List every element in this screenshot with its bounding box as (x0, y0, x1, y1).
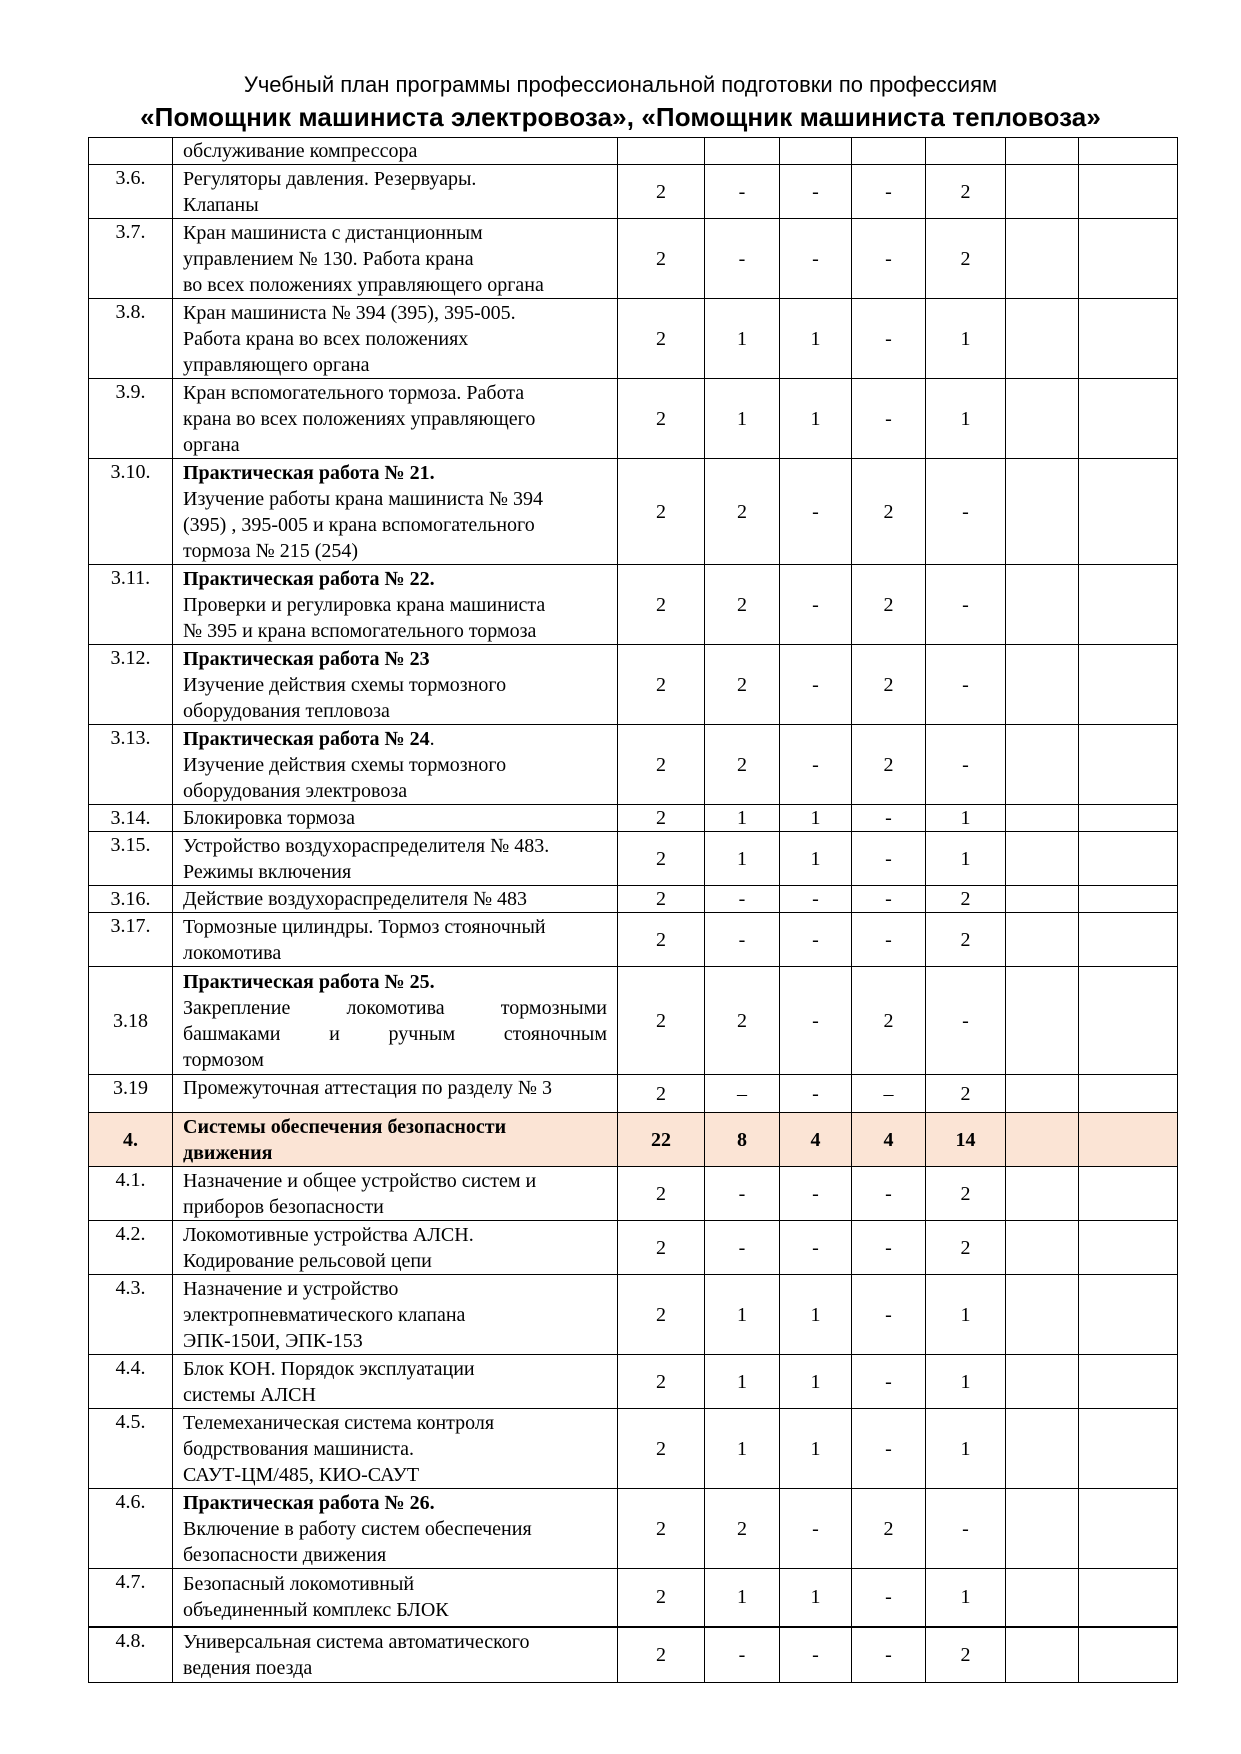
row-number: 3.13. (89, 725, 173, 805)
hours-col-3: - (780, 565, 852, 645)
table-row (89, 1075, 1178, 1113)
topic-title: Телемеханическая система контроля бодрствования машиниста. САУТ-ЦМ/485, КИО-САУТ (173, 1409, 618, 1489)
hours-col-3: 1 (780, 1275, 852, 1355)
hours-col-5: 1 (926, 1409, 1006, 1489)
hours-total: 2 (618, 1355, 705, 1409)
hours-col-4: - (852, 299, 926, 379)
hours-col-2: 1 (705, 805, 780, 832)
hours-col-7 (1079, 913, 1178, 967)
table-row (89, 967, 1178, 1075)
section-title: Системы обеспечения безопасности движения (173, 1113, 618, 1167)
hours-total: 2 (618, 565, 705, 645)
hours-col-2: 2 (705, 645, 780, 725)
topic-title: Кран машиниста с дистанционным управлением № 130. Работа крана во всех положениях управляющего органа (173, 219, 618, 299)
row-number: 3.6. (89, 165, 173, 219)
topic-title: Регуляторы давления. Резервуары. Клапаны (173, 165, 618, 219)
hours-col-3: - (780, 886, 852, 913)
hours-col-5: 1 (926, 379, 1006, 459)
hours-col-6 (1006, 1275, 1079, 1355)
topic-title: Кран машиниста № 394 (395), 395-005. Работа крана во всех положениях управляющего органа (173, 299, 618, 379)
practical-work-heading: Практическая работа № 23 (183, 647, 430, 670)
hours-col-7 (1079, 805, 1178, 832)
hours-total: 22 (618, 1113, 705, 1167)
table-row (89, 832, 1178, 886)
table-row (89, 1489, 1178, 1569)
hours-col-7 (1079, 1075, 1178, 1113)
hours-col-6 (1006, 1409, 1079, 1489)
hours-total: 2 (618, 1489, 705, 1569)
table-row (89, 459, 1178, 565)
hours-col-3: 4 (780, 1113, 852, 1167)
hours-col-3: 1 (780, 379, 852, 459)
practical-work-heading: Практическая работа № 25. (183, 970, 435, 993)
hours-total: 2 (618, 886, 705, 913)
hours-col-4: 2 (852, 565, 926, 645)
hours-col-5: 2 (926, 165, 1006, 219)
hours-col-5: 2 (926, 219, 1006, 299)
hours-total: 2 (618, 805, 705, 832)
hours-total: 2 (618, 725, 705, 805)
hours-col-5: 14 (926, 1113, 1006, 1167)
hours-col-4: - (852, 1409, 926, 1489)
hours-col-4: – (852, 1075, 926, 1113)
hours-col-7 (1079, 379, 1178, 459)
hours-col-6 (1006, 299, 1079, 379)
curriculum-table (88, 137, 1178, 1683)
hours-col-3: - (780, 1075, 852, 1113)
hours-col-2: 1 (705, 299, 780, 379)
hours-col-2: - (705, 1167, 780, 1221)
row-number (89, 138, 173, 165)
table-row (89, 805, 1178, 832)
hours-col-7 (1079, 459, 1178, 565)
topic-title: Практическая работа № 25. Закрепление локомотива тормозными башмаками и ручным стояночным тормозом (173, 967, 618, 1075)
hours-total: 2 (618, 1275, 705, 1355)
hours-col-4 (852, 138, 926, 165)
hours-total: 2 (618, 832, 705, 886)
hours-col-4: - (852, 1275, 926, 1355)
hours-col-2: - (705, 913, 780, 967)
row-number: 4.6. (89, 1489, 173, 1569)
hours-col-6 (1006, 565, 1079, 645)
row-number: 3.10. (89, 459, 173, 565)
topic-title: Локомотивные устройства АЛСН. Кодирование рельсовой цепи (173, 1221, 618, 1275)
hours-col-2: 8 (705, 1113, 780, 1167)
hours-col-7 (1079, 1275, 1178, 1355)
row-number: 3.9. (89, 379, 173, 459)
hours-col-2: 1 (705, 1569, 780, 1627)
topic-title: Практическая работа № 22. Проверки и регулировка крана машиниста № 395 и крана вспомогательного тормоза (173, 565, 618, 645)
practical-work-heading: Практическая работа № 26. (183, 1491, 435, 1514)
hours-col-2: – (705, 1075, 780, 1113)
row-number: 4.3. (89, 1275, 173, 1355)
table-row (89, 138, 1178, 165)
hours-col-4: - (852, 913, 926, 967)
hours-col-2: 2 (705, 1489, 780, 1569)
hours-col-6 (1006, 1569, 1079, 1627)
row-number: 4.5. (89, 1409, 173, 1489)
hours-col-2: - (705, 1627, 780, 1683)
hours-col-3: - (780, 1627, 852, 1683)
hours-col-7 (1079, 832, 1178, 886)
hours-col-5: - (926, 565, 1006, 645)
topic-title: Тормозные цилиндры. Тормоз стояночный локомотива (173, 913, 618, 967)
row-number: 3.12. (89, 645, 173, 725)
table-row (89, 165, 1178, 219)
hours-total: 2 (618, 1569, 705, 1627)
hours-col-2: 1 (705, 379, 780, 459)
hours-total: 2 (618, 1167, 705, 1221)
hours-col-4: - (852, 379, 926, 459)
topic-title: Практическая работа № 24. Изучение действия схемы тормозного оборудования электровоза (173, 725, 618, 805)
hours-col-6 (1006, 219, 1079, 299)
hours-col-3: - (780, 1167, 852, 1221)
hours-col-5: - (926, 725, 1006, 805)
row-number: 3.14. (89, 805, 173, 832)
hours-col-2 (705, 138, 780, 165)
table-row (89, 299, 1178, 379)
hours-col-2: 2 (705, 725, 780, 805)
hours-col-6 (1006, 379, 1079, 459)
hours-col-7 (1079, 1627, 1178, 1683)
hours-col-4: - (852, 1355, 926, 1409)
topic-title: Промежуточная аттестация по разделу № 3 (173, 1075, 618, 1113)
hours-col-7 (1079, 565, 1178, 645)
hours-col-7 (1079, 165, 1178, 219)
hours-col-5: - (926, 1489, 1006, 1569)
hours-col-7 (1079, 138, 1178, 165)
hours-col-2: 1 (705, 1409, 780, 1489)
hours-col-4: - (852, 165, 926, 219)
hours-col-4: - (852, 1569, 926, 1627)
hours-col-6 (1006, 138, 1079, 165)
topic-title: Действие воздухораспределителя № 483 (173, 886, 618, 913)
hours-col-5: 2 (926, 1627, 1006, 1683)
hours-col-4: 2 (852, 725, 926, 805)
hours-col-7 (1079, 1113, 1178, 1167)
row-number: 3.15. (89, 832, 173, 886)
hours-col-4: 2 (852, 645, 926, 725)
row-number: 3.16. (89, 886, 173, 913)
hours-col-7 (1079, 645, 1178, 725)
row-number: 3.7. (89, 219, 173, 299)
hours-col-4: - (852, 805, 926, 832)
hours-col-2: - (705, 219, 780, 299)
hours-col-7 (1079, 219, 1178, 299)
hours-col-4: - (852, 886, 926, 913)
topic-title: Практическая работа № 23 Изучение действия схемы тормозного оборудования тепловоза (173, 645, 618, 725)
practical-work-heading: Практическая работа № 24 (183, 727, 430, 750)
hours-col-6 (1006, 886, 1079, 913)
hours-col-3: - (780, 1489, 852, 1569)
hours-col-4: - (852, 219, 926, 299)
hours-col-3: - (780, 645, 852, 725)
hours-col-5: 2 (926, 1221, 1006, 1275)
hours-col-3: 1 (780, 832, 852, 886)
hours-col-5: - (926, 645, 1006, 725)
topic-title: Устройство воздухораспределителя № 483. Режимы включения (173, 832, 618, 886)
hours-col-5: 2 (926, 1167, 1006, 1221)
hours-col-6 (1006, 165, 1079, 219)
table-row (89, 1627, 1178, 1683)
hours-total: 2 (618, 1075, 705, 1113)
hours-col-6 (1006, 725, 1079, 805)
hours-col-6 (1006, 1167, 1079, 1221)
hours-col-2: 2 (705, 565, 780, 645)
hours-col-5: 1 (926, 805, 1006, 832)
hours-col-7 (1079, 886, 1178, 913)
hours-col-3: 1 (780, 1355, 852, 1409)
row-number: 3.17. (89, 913, 173, 967)
hours-col-6 (1006, 1489, 1079, 1569)
hours-total: 2 (618, 913, 705, 967)
row-number: 3.11. (89, 565, 173, 645)
hours-col-7 (1079, 1409, 1178, 1489)
table-row (89, 1355, 1178, 1409)
hours-col-6 (1006, 1113, 1079, 1167)
hours-col-3: - (780, 725, 852, 805)
hours-col-4: 2 (852, 1489, 926, 1569)
row-number: 4.4. (89, 1355, 173, 1409)
table-row (89, 886, 1178, 913)
topic-title: обслуживание компрессора (173, 138, 618, 165)
table-row (89, 725, 1178, 805)
hours-col-3: 1 (780, 1569, 852, 1627)
table-row (89, 1275, 1178, 1355)
practical-work-heading: Практическая работа № 21. (183, 461, 435, 484)
section-number: 4. (89, 1113, 173, 1167)
hours-col-3: - (780, 219, 852, 299)
row-number: 3.18 (89, 967, 173, 1075)
hours-col-2: - (705, 1221, 780, 1275)
hours-col-2: 2 (705, 459, 780, 565)
topic-title: Назначение и общее устройство систем и приборов безопасности (173, 1167, 618, 1221)
hours-col-4: 2 (852, 967, 926, 1075)
hours-total: 2 (618, 165, 705, 219)
document-subtitle: Учебный план программы профессиональной подготовки по профессиям (243, 72, 998, 97)
hours-col-4: 2 (852, 459, 926, 565)
hours-col-5: 2 (926, 886, 1006, 913)
hours-col-6 (1006, 1075, 1079, 1113)
hours-col-2: - (705, 165, 780, 219)
practical-work-heading: Практическая работа № 22. (183, 567, 435, 590)
table-row (89, 645, 1178, 725)
topic-title: Назначение и устройство электропневматического клапана ЭПК-150И, ЭПК-153 (173, 1275, 618, 1355)
hours-col-3: - (780, 967, 852, 1075)
hours-total: 2 (618, 299, 705, 379)
hours-col-4: - (852, 1221, 926, 1275)
hours-col-5: - (926, 967, 1006, 1075)
hours-col-4: - (852, 1627, 926, 1683)
topic-title: Блок КОН. Порядок эксплуатации системы АЛСН (173, 1355, 618, 1409)
topic-title: Кран вспомогательного тормоза. Работа крана во всех положениях управляющего органа (173, 379, 618, 459)
hours-col-3: - (780, 165, 852, 219)
topic-title: Блокировка тормоза (173, 805, 618, 832)
hours-col-3: - (780, 1221, 852, 1275)
hours-col-5: 1 (926, 1275, 1006, 1355)
table-row (89, 913, 1178, 967)
hours-col-7 (1079, 725, 1178, 805)
hours-col-6 (1006, 645, 1079, 725)
row-number: 3.8. (89, 299, 173, 379)
hours-col-5: 2 (926, 913, 1006, 967)
hours-col-4: 4 (852, 1113, 926, 1167)
topic-title: Безопасный локомотивный объединенный комплекс БЛОК (173, 1569, 618, 1627)
hours-col-3: 1 (780, 299, 852, 379)
table-row (89, 219, 1178, 299)
hours-col-6 (1006, 459, 1079, 565)
row-number: 4.2. (89, 1221, 173, 1275)
row-number: 3.19 (89, 1075, 173, 1113)
hours-col-5: 1 (926, 832, 1006, 886)
hours-col-4: - (852, 832, 926, 886)
hours-col-3 (780, 138, 852, 165)
hours-col-7 (1079, 1355, 1178, 1409)
hours-total: 2 (618, 1627, 705, 1683)
topic-title: Практическая работа № 26. Включение в работу систем обеспечения безопасности движения (173, 1489, 618, 1569)
hours-total (618, 138, 705, 165)
hours-total: 2 (618, 1409, 705, 1489)
table-row (89, 1569, 1178, 1627)
topic-title: Универсальная система автоматического ведения поезда (173, 1627, 618, 1683)
hours-col-5 (926, 138, 1006, 165)
hours-col-7 (1079, 1569, 1178, 1627)
hours-col-7 (1079, 299, 1178, 379)
hours-col-4: - (852, 1167, 926, 1221)
hours-total: 2 (618, 459, 705, 565)
table-row (89, 1221, 1178, 1275)
hours-col-5: 1 (926, 1355, 1006, 1409)
hours-col-3: - (780, 913, 852, 967)
hours-col-2: 1 (705, 1275, 780, 1355)
table-row (89, 379, 1178, 459)
row-number: 4.8. (89, 1627, 173, 1683)
hours-col-6 (1006, 1355, 1079, 1409)
hours-col-7 (1079, 1489, 1178, 1569)
topic-title: Практическая работа № 21. Изучение работы крана машиниста № 394 (395) , 395-005 и крана вспомогательного тормоза № 215 (254) (173, 459, 618, 565)
hours-col-6 (1006, 967, 1079, 1075)
hours-col-3: 1 (780, 805, 852, 832)
hours-col-5: 1 (926, 1569, 1006, 1627)
hours-col-5: 2 (926, 1075, 1006, 1113)
hours-total: 2 (618, 645, 705, 725)
hours-col-3: 1 (780, 1409, 852, 1489)
hours-col-6 (1006, 1221, 1079, 1275)
row-number: 4.1. (89, 1167, 173, 1221)
table-row (89, 565, 1178, 645)
hours-col-6 (1006, 1627, 1079, 1683)
hours-col-2: 1 (705, 832, 780, 886)
hours-col-7 (1079, 1221, 1178, 1275)
table-row (89, 1409, 1178, 1489)
hours-total: 2 (618, 1221, 705, 1275)
hours-total: 2 (618, 219, 705, 299)
hours-col-3: - (780, 459, 852, 565)
hours-col-2: 1 (705, 1355, 780, 1409)
hours-col-7 (1079, 1167, 1178, 1221)
document-title: «Помощник машиниста электровоза», «Помощник машиниста тепловоза» (140, 102, 1101, 132)
hours-col-6 (1006, 805, 1079, 832)
row-number: 4.7. (89, 1569, 173, 1627)
hours-col-2: - (705, 886, 780, 913)
hours-total: 2 (618, 967, 705, 1075)
hours-col-5: 1 (926, 299, 1006, 379)
hours-col-2: 2 (705, 967, 780, 1075)
hours-total: 2 (618, 379, 705, 459)
hours-col-6 (1006, 913, 1079, 967)
hours-col-5: - (926, 459, 1006, 565)
section-row (89, 1113, 1178, 1167)
table-row (89, 1167, 1178, 1221)
hours-col-6 (1006, 832, 1079, 886)
hours-col-7 (1079, 967, 1178, 1075)
